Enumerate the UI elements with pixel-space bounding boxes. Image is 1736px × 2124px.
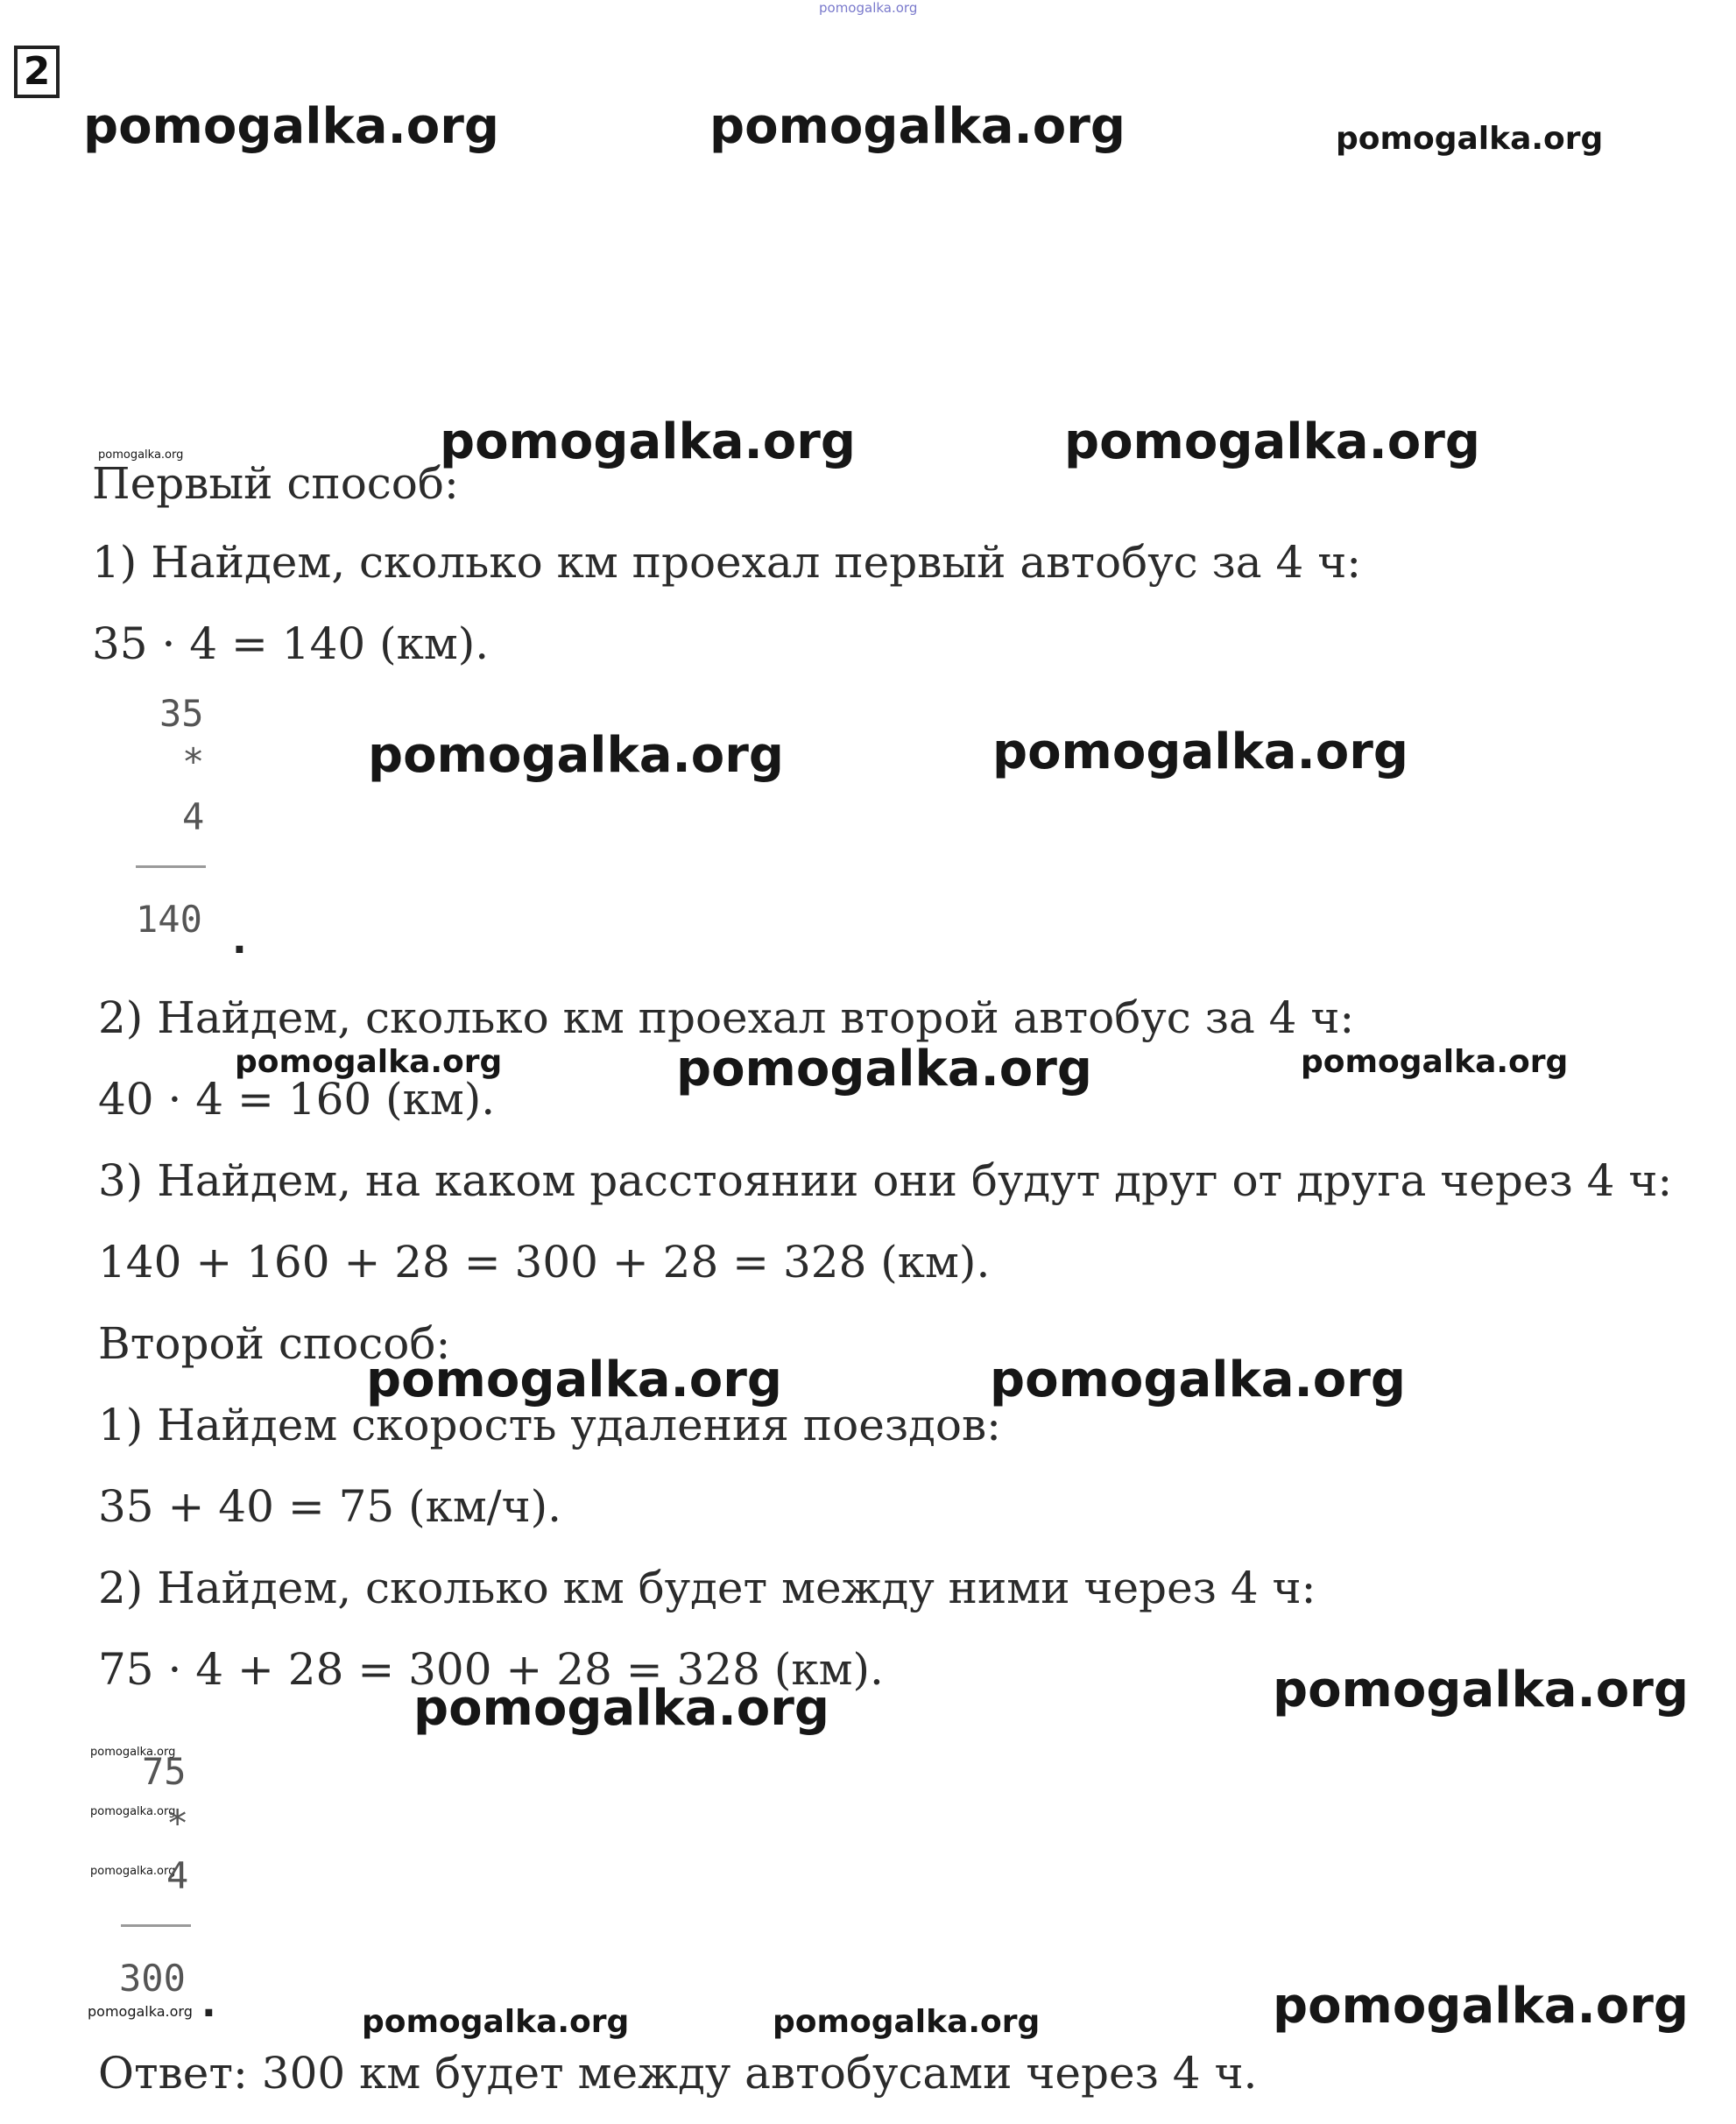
m1-eq3: 140 + 160 + 28 = 300 + 28 = 328 (км). [98,1237,991,1288]
watermark: pomogalka.org [1064,413,1480,470]
watermark: pomogalka.org [676,1041,1092,1097]
watermark: pomogalka.org [440,413,856,470]
watermark: pomogalka.org [1273,1978,1689,2035]
m2-eq1: 35 + 40 = 75 (км/ч). [98,1481,562,1532]
watermark: pomogalka.org [235,1044,503,1080]
m1-step3: 3) Найдем, на каком расстоянии они будут друг от друга через 4 ч: [98,1155,1673,1206]
column-top-number: 35 [159,692,204,735]
m1-step2: 2) Найдем, сколько км проехал второй автобус за 4 ч: [98,992,1355,1043]
task-number-badge: 2 [14,46,60,98]
method1-title: Первый способ: [92,458,459,509]
watermark: pomogalka.org [1336,121,1604,157]
watermark: pomogalka.org [366,1351,782,1408]
column-bottom-number: 4 [182,795,205,838]
column-top-number: 75 [142,1750,187,1793]
watermark: pomogalka.org [90,1865,176,1878]
watermark: pomogalka.org [413,1680,829,1737]
watermark: pomogalka.org [773,2004,1041,2040]
column-operator: * [182,740,205,783]
method2-title: Второй способ: [98,1318,451,1369]
watermark: pomogalka.org [83,98,499,155]
watermark: pomogalka.org [709,98,1126,155]
watermark: pomogalka.org [90,1746,176,1759]
watermark: pomogalka.org [1301,1044,1569,1080]
m1-step1: 1) Найдем, сколько км проехал первый автобус за 4 ч: [92,537,1362,588]
column-divider [121,1924,191,1927]
m2-step1: 1) Найдем скорость удаления поездов: [98,1400,1001,1450]
m2-step2: 2) Найдем, сколько км будет между ними через 4 ч: [98,1563,1316,1613]
column-end-dot: . [232,918,247,963]
watermark: pomogalka.org [368,727,784,784]
watermark: pomogalka.org [90,1805,176,1818]
watermark: pomogalka.org [990,1351,1406,1408]
column-result: 140 [136,898,202,941]
watermark: pomogalka.org [88,2003,193,2020]
column-bottom-number: 4 [166,1854,189,1897]
watermark: pomogalka.org [98,448,184,462]
top-watermark: pomogalka.org [819,0,918,16]
watermark: pomogalka.org [992,723,1408,780]
watermark: pomogalka.org [1273,1662,1689,1718]
column-result: 300 [119,1957,186,2000]
column-divider [136,865,206,868]
m2-eq2: 75 · 4 + 28 = 300 + 28 = 328 (км). [98,1644,884,1695]
m1-eq1: 35 · 4 = 140 (км). [92,618,490,669]
m1-eq2: 40 · 4 = 160 (км). [98,1074,496,1125]
answer: Ответ: 300 км будет между автобусами через 4 ч. [98,2048,1258,2099]
watermark: pomogalka.org [362,2004,630,2040]
column-end-dot: . [201,1981,216,2026]
column-operator: * [166,1802,189,1845]
